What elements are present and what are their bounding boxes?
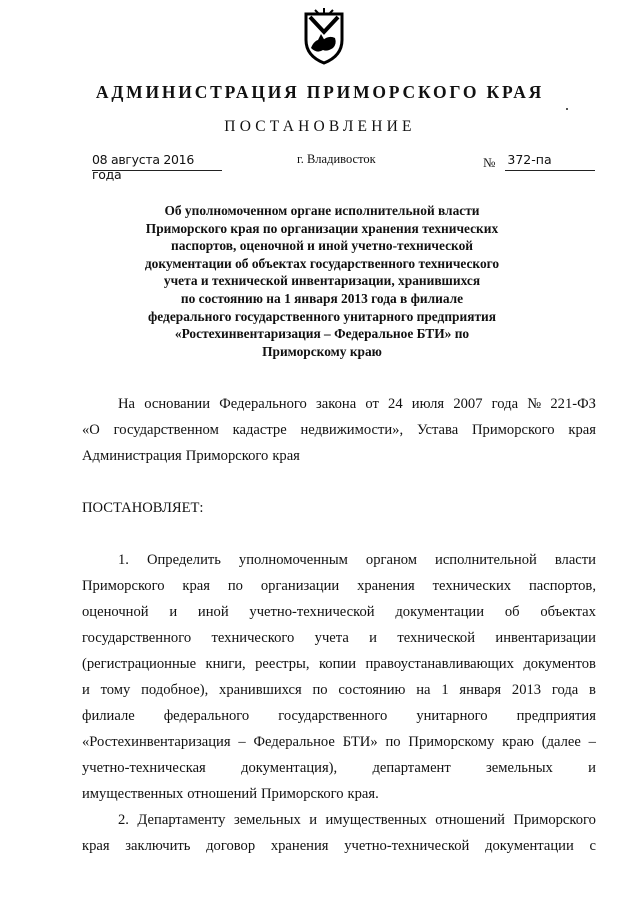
word: 2. <box>118 812 129 828</box>
word: документации <box>395 604 485 620</box>
date-field: 08 августа 2016 года <box>92 152 222 171</box>
title-line: «Ростехинвентаризация – Федеральное БТИ» по <box>174 326 470 342</box>
word: Администрация <box>82 448 182 464</box>
word: уполномоченным <box>238 552 348 568</box>
word: края <box>568 422 596 438</box>
organization-name: АДМИНИСТРАЦИЯ ПРИМОРСКОГО КРАЯ <box>95 82 545 102</box>
word: учетно-технической <box>249 604 375 620</box>
item1-line <box>82 600 596 626</box>
title-line: документации об объектах государственного технического <box>144 255 500 271</box>
title-line: федерального государственного унитарного предприятия <box>148 308 496 324</box>
word: – <box>588 734 596 750</box>
word: оценочной <box>82 604 149 620</box>
word: отношений <box>187 786 258 802</box>
word: объектах <box>540 604 596 620</box>
word: Федеральное <box>253 734 335 750</box>
word: Приморского <box>185 448 269 464</box>
word: органом <box>365 552 418 568</box>
word: хранения <box>357 578 415 594</box>
word: договор <box>206 838 256 854</box>
word: исполнительной <box>435 552 537 568</box>
word: паспортов, <box>528 578 596 594</box>
word: Приморского <box>472 422 555 438</box>
word: власти <box>554 552 596 568</box>
word: и <box>82 682 90 698</box>
word: хранившихся <box>219 682 302 698</box>
word: имущественных <box>325 812 427 828</box>
word: по <box>312 682 328 698</box>
word: в <box>589 682 596 698</box>
preamble-line <box>82 444 596 470</box>
word: состоянию <box>338 682 406 698</box>
word: 1 <box>441 682 449 698</box>
word: учета <box>314 630 349 646</box>
title-line: Об уполномоченном органе исполнительной власти <box>164 203 480 218</box>
word: об <box>504 604 520 620</box>
word: на <box>416 682 431 698</box>
word: Устава <box>416 422 459 438</box>
preamble-line <box>82 392 596 418</box>
word: предприятия <box>516 708 596 724</box>
document-title <box>110 202 534 360</box>
word: филиале <box>82 708 135 724</box>
word: июля <box>411 396 445 412</box>
word: копии <box>318 656 357 672</box>
spacer <box>82 522 596 548</box>
word: и <box>309 812 318 828</box>
word: инвентаризации <box>495 630 596 646</box>
item1-line <box>82 756 596 782</box>
title-line: по состоянию на 1 января 2013 года в филиале <box>180 290 464 306</box>
title-line: паспортов, оценочной и иной учетно-технической <box>171 238 473 254</box>
word: края. <box>347 786 379 802</box>
word: департамент <box>372 760 451 776</box>
title-line: учета и технической инвентаризации, хранившихся <box>163 273 481 289</box>
word: № <box>527 396 542 412</box>
word: года <box>491 396 519 412</box>
item1-line <box>82 652 596 678</box>
word: от <box>365 396 379 412</box>
word: края <box>272 448 300 464</box>
item1-line <box>82 678 596 704</box>
item1-line <box>82 704 596 730</box>
word: кадастре <box>232 422 287 438</box>
word: государственного <box>278 708 388 724</box>
word: книги, <box>205 656 246 672</box>
word: января <box>459 682 502 698</box>
word: документации <box>485 838 574 854</box>
title-line: Приморского края по организации хранения технических <box>145 220 499 236</box>
word: федерального <box>163 708 250 724</box>
word: государственного <box>82 630 192 646</box>
word: учетно-технической <box>344 838 470 854</box>
item1-line <box>82 574 596 600</box>
word: документов <box>523 656 596 672</box>
item2-line <box>82 834 596 860</box>
item1-line <box>82 730 596 756</box>
word: заключить <box>125 838 191 854</box>
number-block <box>483 152 595 171</box>
word: подобное), <box>141 682 209 698</box>
document-body <box>82 392 596 860</box>
word: государственном <box>113 422 219 438</box>
word: края <box>82 838 110 854</box>
word: унитарного <box>416 708 488 724</box>
word: учетно-техническая <box>82 760 206 776</box>
title-line: Приморскому краю <box>262 343 382 359</box>
word: (регистрационные <box>82 656 197 672</box>
word: Федерального <box>219 396 307 412</box>
word: края <box>182 578 210 594</box>
word: закона <box>316 396 357 412</box>
word: Приморского <box>513 812 596 828</box>
decree-word: ПОСТАНОВЛЯЕТ: <box>82 500 204 516</box>
city-label: г. Владивосток <box>297 152 376 166</box>
spacer <box>82 470 596 496</box>
word: 2013 <box>511 682 542 698</box>
word: Приморского <box>82 578 165 594</box>
preamble-line <box>82 418 596 444</box>
word: иной <box>197 604 229 620</box>
item1-line <box>82 548 596 574</box>
word: правоустанавливающих <box>365 656 514 672</box>
word: по <box>385 734 401 750</box>
word: (далее <box>541 734 581 750</box>
word: земельных <box>486 760 553 776</box>
scan-mark <box>566 108 568 110</box>
word: основании <box>144 396 211 412</box>
word: Департаменту <box>137 812 226 828</box>
item1-line <box>82 782 596 808</box>
word: «Ростехинвентаризация <box>82 734 231 750</box>
word: земельных <box>233 812 301 828</box>
coat-of-arms-icon <box>303 8 345 66</box>
word: недвижимости», <box>300 422 404 438</box>
word: 2007 <box>453 396 483 412</box>
number-label: № <box>483 155 496 170</box>
word: технического <box>211 630 295 646</box>
word: по <box>227 578 243 594</box>
word: и <box>369 630 377 646</box>
word: Определить <box>146 552 221 568</box>
word: с <box>589 838 596 854</box>
word: хранения <box>270 838 329 854</box>
word: 221-ФЗ <box>550 396 596 412</box>
item2-line <box>82 808 596 834</box>
word: тому <box>100 682 131 698</box>
item1-line <box>82 626 596 652</box>
word: документация), <box>241 760 338 776</box>
number-field: 372-па <box>505 152 595 171</box>
word: технических <box>432 578 512 594</box>
word: Приморскому <box>408 734 495 750</box>
word: года <box>551 682 579 698</box>
word: «О <box>82 422 100 438</box>
word: и <box>588 760 596 776</box>
word: Приморского <box>261 786 344 802</box>
word: 1. <box>118 552 129 568</box>
word: 24 <box>388 396 403 412</box>
word: – <box>238 734 246 750</box>
word: отношений <box>435 812 505 828</box>
word: имущественных <box>82 786 184 802</box>
word: БТИ» <box>342 734 378 750</box>
word: реестры, <box>255 656 310 672</box>
document-type: ПОСТАНОВЛЕНИЕ <box>224 118 416 135</box>
word: организации <box>260 578 340 594</box>
word: технической <box>397 630 476 646</box>
word: краю <box>502 734 534 750</box>
word: На <box>118 396 136 412</box>
word: и <box>169 604 178 620</box>
